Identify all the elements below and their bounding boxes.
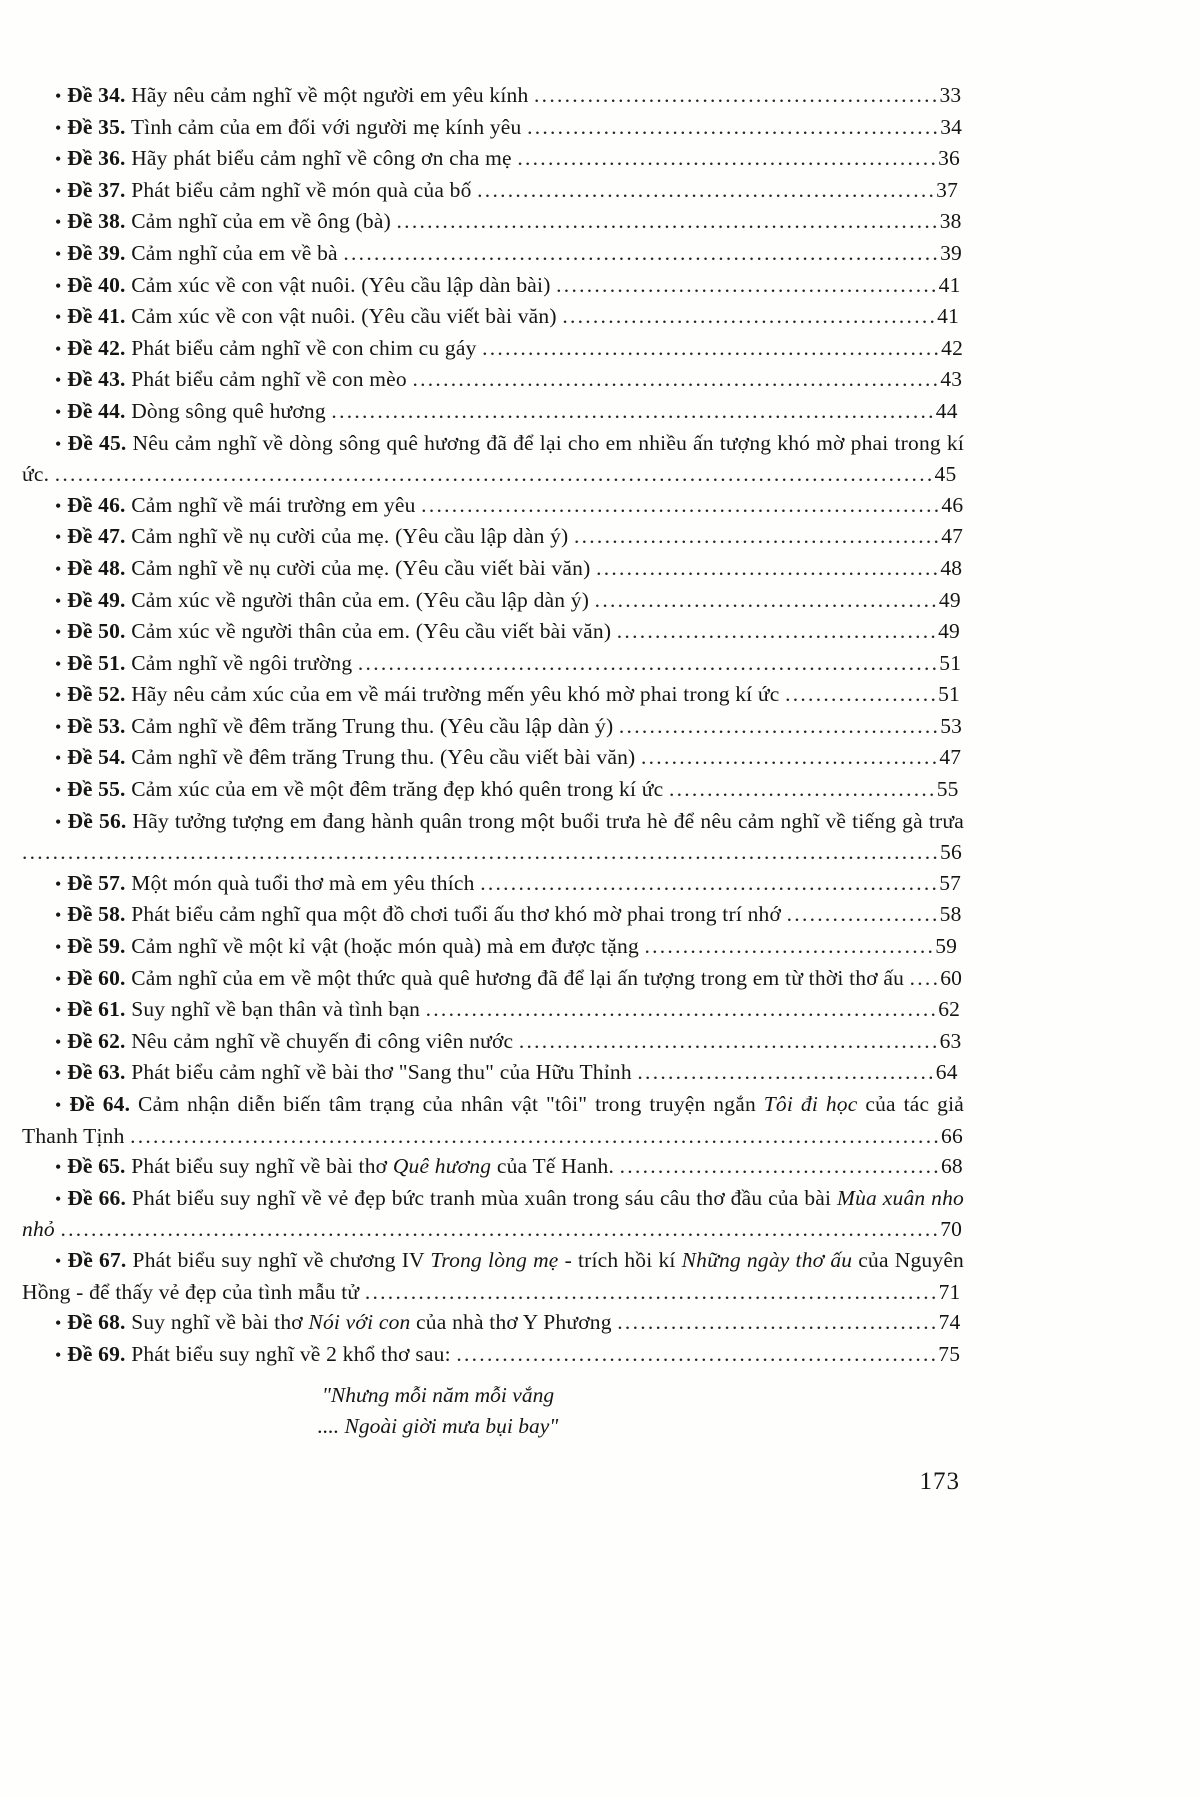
dot-leader: . . . . . . . . . . . . . . . . . . . . . . . . . . . . . . . . . . . . . . . . . . . . . . . . . . . . . . . . . . . .: [480, 870, 940, 895]
dot-leader: . . . . . . . . . . . . . . . . . . . . . . . . . . . . . . . . . . . . . . . . . .: [618, 713, 941, 738]
entry-title-run: Hãy tưởng tượng em đang hành quân trong một buổi trưa hè để nêu cảm nghĩ về tiếng gà trưa: [132, 808, 965, 833]
page-content: [22, 80, 964, 1496]
bullet-icon: •: [55, 937, 62, 958]
entry-label: Đề 61.: [67, 997, 126, 1022]
entry-title: [131, 146, 512, 170]
bullet-icon: •: [55, 558, 62, 579]
toc-entry: [22, 711, 964, 743]
toc-entry: [22, 490, 964, 522]
entry-title: [131, 1154, 614, 1178]
entry-title: [131, 399, 326, 423]
entry-label: Đề 48.: [67, 555, 126, 580]
entry-label: Đề 57.: [67, 870, 126, 895]
entry-label: Đề 39.: [67, 240, 126, 265]
entry-page-number: 64: [935, 1060, 958, 1085]
entry-page-number: 47: [939, 745, 962, 770]
entry-label: Đề 66.: [67, 1185, 127, 1210]
entry-title: [131, 83, 528, 107]
entry-title: [131, 209, 391, 233]
entry-page-number: 48: [940, 555, 963, 580]
entry-title-run: Tình cảm của em đối với người mẹ kính yêu: [130, 114, 522, 139]
dot-leader: . . . . . . . . . . . . . . . . . . . . . . . . . . . . . . . . . . . . . . . . . . . . . . . . . . . . . . . . . . . . . . . . . . . . . . . . . . . . . . .: [331, 398, 936, 423]
dot-leader: . . . . . . . . . . . . . . . . . . . . . . . . . . . . . . . . . . .: [668, 777, 937, 802]
bullet-icon: •: [55, 968, 62, 989]
entry-title-run: Cảm nghĩ về ngôi trường: [131, 650, 353, 675]
dot-leader: . . . . . . . . . . . . . . . . . . . . . . . . . . . . . . . . . . . . . . . . . . . . . . . . .: [562, 304, 938, 329]
entry-title: [131, 241, 338, 265]
entry-page-number: 62: [938, 997, 961, 1022]
entry-title: [131, 367, 407, 391]
entry-title: [131, 777, 663, 801]
dot-leader: . . . . . . . . . . . . . . . . . . . . . . . . . . . . . . . . . . . . . . . . . . . . . . . . . . . . . . .: [518, 1028, 940, 1053]
bullet-icon: •: [55, 1031, 62, 1052]
entry-label: Đề 69.: [67, 1341, 126, 1366]
toc-entry: [22, 1151, 964, 1183]
entry-label: Đề 41.: [67, 304, 126, 329]
bullet-icon: •: [55, 622, 62, 643]
entry-label: Đề 53.: [67, 713, 126, 738]
toc-entry: [22, 648, 964, 680]
entry-title-run: Hãy nêu cảm xúc của em về mái trường mến yêu khó mờ phai trong kí ức: [131, 682, 780, 707]
entry-page-number: 45: [934, 462, 957, 487]
entry-title: [131, 682, 779, 706]
entry-title-run-italic: Những ngày thơ ấu: [681, 1247, 853, 1272]
entry-page-number: 42: [941, 335, 964, 360]
dot-leader: . . . . . . . . . . . . . . . . . . . . . . . . . . . . . . . . . . . . . . . . . . . . . . . . . . . . . . . . . . . .: [482, 335, 942, 360]
entry-title: [131, 714, 613, 738]
bullet-icon: •: [55, 433, 62, 454]
poem-quote: [22, 1380, 964, 1442]
entry-page-number: 49: [938, 619, 960, 644]
entry-page-number: 41: [938, 272, 961, 297]
bullet-icon: •: [55, 780, 62, 801]
toc-entry: [22, 616, 964, 648]
dot-leader: . . . . . . . . . . . . . . . . . . . . . . . . . . . . . . . . . . . . . . . . . . . . . . . . . . . . . . . . . . . . . . . . . . . . . . . . . . . . . . . . . . . . . . . . . . . . . . . . . . . . . . . . . . . . . . . . . . .: [54, 462, 935, 487]
entry-label: Đề 35.: [67, 114, 126, 139]
toc-entry: [22, 206, 964, 238]
entry-label: Đề 58.: [67, 902, 126, 927]
entry-title-run: Một món quà tuổi thơ mà em yêu thích: [131, 870, 475, 895]
dot-leader: . . . . . . . . . . . . . . . . . . . . . . . . . . . . . . . . . . . . . . . . . . . . . . . . . . . . . . . . . . . . . . . . . . . . . . . . . . . . . . . . . . . . . . . . . . . . . . . . . . . . . . . . . . . . . . . . . . .: [60, 1217, 941, 1242]
entry-title-run: Cảm nghĩ về đêm trăng Trung thu. (Yêu cầu viết bài văn): [131, 745, 636, 770]
dot-leader: . . . . . . . . . . . . . . . . . . . . . . . . . . . . . . . . . . . . . . . . . . . . . . . . . . . . . . . . . . . . . . . . . . . . . . . . . . . . . .: [343, 240, 941, 265]
entry-label: Đề 43.: [67, 367, 126, 392]
entry-page-number: 33: [939, 83, 962, 107]
bullet-icon: •: [55, 212, 62, 233]
poem-line-2: .... Ngoài giời mưa bụi bay": [317, 1414, 559, 1439]
entry-label: Đề 46.: [67, 492, 126, 517]
entry-label: Đề 42.: [67, 335, 126, 360]
entry-title: [131, 556, 590, 580]
entry-title: [133, 809, 965, 833]
entry-label: Đề 50.: [67, 619, 126, 644]
toc-entry: [22, 238, 964, 270]
entry-page-number: 55: [936, 777, 959, 802]
entry-title: [131, 1029, 513, 1053]
dot-leader: . . . . . . . . . . . . . . . . . . . . . . . . . . . . . . . . . . . . . . . . . . . . . . . . . . . . . . . . . . . . . . . . . . . . . . . . . . . . . . . . . . . . . . . . . . . . . . . . . . . . . . . . . . . . . . . . . . . . . . . .: [22, 840, 940, 865]
toc-entry: [22, 333, 964, 365]
bullet-icon: •: [55, 117, 62, 138]
entry-title-run: Cảm xúc về người thân của em. (Yêu cầu viết bài văn): [131, 619, 612, 644]
entry-title: [131, 651, 352, 675]
toc-entry: [22, 175, 964, 207]
dot-leader: . . . . . . . . . . . . . . . . . . . . . . . . . . . . . . . . . . . . . . . . . . . . .: [596, 555, 941, 580]
bullet-icon: •: [55, 243, 62, 264]
entry-title-run: Hãy phát biểu cảm nghĩ về công ơn cha mẹ: [131, 146, 512, 171]
entry-title-run: Phát biểu suy nghĩ về bài thơ: [131, 1154, 393, 1179]
toc-entry: [22, 585, 964, 617]
bullet-icon: •: [55, 149, 62, 170]
entry-page-number: 58: [939, 902, 962, 927]
entry-page-number: 41: [937, 304, 960, 329]
entry-label: Đề 56.: [67, 808, 127, 833]
dot-leader: . . . . . . . . . . . . . . . . . . . .: [786, 902, 940, 927]
entry-title: [131, 966, 904, 990]
dot-leader: . . . . . . . . . . . . . . . . . . . . . . . . . . . . . . . . . . . . . . .: [641, 745, 940, 770]
dot-leader: . . . . . . . . . . . . . . . . . . . . . . . . . . . . . . . . . . . . . . . . . . . . . . . .: [573, 524, 942, 549]
entry-page-number: 39: [940, 240, 962, 265]
entry-title-run: Phát biểu cảm nghĩ về con mèo: [131, 367, 407, 392]
entry-label: Đề 59.: [67, 934, 126, 959]
entry-title-run: Cảm xúc về người thân của em. (Yêu cầu lập dàn ý): [131, 587, 590, 612]
dot-leader: . . . . . . . . . . . . . . . . . . . . . . . . . . . . . . . . . . . . . . . . . . . . .: [594, 587, 939, 612]
entry-title-run: Suy nghĩ về bạn thân và tình bạn: [131, 997, 421, 1022]
entry-page-number: 37: [936, 177, 959, 202]
dot-leader: . . . . . . . . . . . . . . . . . . . . . . . . . . . . . . . . . . . . . . . . . . . . . . . . . .: [556, 272, 939, 297]
entry-title: [131, 524, 568, 548]
toc-entry: [22, 364, 964, 396]
bullet-icon: •: [55, 1000, 62, 1021]
entry-label: Đề 40.: [67, 272, 126, 297]
dot-leader: . . . . . . . . . . . . . . . . . . . . . . . . . . . . . . . . . . . . . . . . . . . . . . . . . . . . . . . . . . . . . . . . . . . . . . . . . . . . . . . . . . . . . . . . . . . . . . . . . . . . . . . . . .: [130, 1123, 942, 1148]
entry-title-run: Cảm nghĩ về đêm trăng Trung thu. (Yêu cầu lập dàn ý): [131, 713, 614, 738]
entry-title-run-italic: Tôi đi học: [763, 1092, 858, 1116]
entry-title-run: Phát biểu suy nghĩ về vẻ đẹp bức tranh mùa xuân trong sáu câu thơ đầu của bài: [131, 1185, 837, 1210]
entry-title-run: Cảm xúc về con vật nuôi. (Yêu cầu lập dàn bài): [131, 272, 551, 297]
toc-entry: [22, 742, 964, 774]
toc-entry: [22, 301, 964, 333]
toc-entry: [22, 1057, 964, 1089]
entry-title: [131, 1310, 612, 1334]
entry-page-number: 51: [938, 682, 961, 707]
entry-title-run: Dòng sông quê hương: [131, 398, 326, 423]
entry-title: [131, 493, 415, 517]
dot-leader: . . . . . . . . . . . . . . . . . . . . . . . . . . . . . . . . . . . . . .: [644, 934, 936, 959]
entry-page-number: 57: [939, 870, 962, 895]
entry-title-run-italic: Nói với con: [308, 1310, 411, 1335]
entry-page-number: 47: [941, 524, 964, 549]
bullet-icon: •: [55, 275, 62, 296]
entry-label: Đề 38.: [67, 209, 126, 234]
entry-title-run: Phát biểu suy nghĩ về chương IV: [132, 1247, 431, 1272]
entry-page-number: 34: [940, 114, 963, 139]
toc-entry: [22, 963, 964, 995]
entry-label: Đề 54.: [67, 745, 126, 770]
entry-page-number: 70: [940, 1217, 963, 1242]
entry-label: Đề 44.: [67, 398, 126, 423]
toc-entry: [22, 868, 964, 900]
entry-title: [131, 304, 557, 328]
entry-title-run: Cảm nhận diễn biến tâm trạng của nhân vật "tôi" trong truyện ngắn: [138, 1092, 764, 1116]
entry-label: Đề 64.: [69, 1092, 131, 1116]
dot-leader: . . . .: [909, 965, 941, 990]
entry-title: [131, 1342, 451, 1366]
bullet-icon: •: [55, 370, 62, 391]
entry-label: Đề 68.: [67, 1310, 126, 1335]
toc-list: [22, 80, 964, 1370]
entry-title-run: Cảm nghĩ về nụ cười của mẹ. (Yêu cầu lập dàn ý): [131, 524, 569, 549]
entry-page-number: 71: [938, 1279, 961, 1304]
dot-leader: . . . . . . . . . . . . . . . . . . . . . . . . . . . . . . . . . . . . . . .: [637, 1060, 936, 1085]
entry-title-run: Cảm nghĩ về nụ cười của mẹ. (Yêu cầu viết bài văn): [131, 555, 591, 580]
toc-entry: [22, 994, 964, 1026]
toc-entry: [22, 1339, 964, 1371]
entry-label: Đề 60.: [67, 965, 126, 990]
entry-label: Đề 49.: [67, 587, 126, 612]
entry-title: [131, 934, 639, 958]
entry-page-number: 49: [938, 587, 961, 612]
entry-title-run: - trích hồi kí: [558, 1247, 682, 1272]
entry-title-run-italic: Trong lòng mẹ: [430, 1247, 559, 1272]
toc-entry: [22, 1026, 964, 1058]
entry-title: [131, 745, 635, 769]
dot-leader: . . . . . . . . . . . . . . . . . . . . . . . . . . . . . . . . . . . . . . . . . . . . . . . . . . . . . .: [527, 114, 941, 139]
entry-title-run: của nhà thơ Y Phương: [410, 1310, 612, 1335]
bullet-icon: •: [55, 1188, 62, 1209]
dot-leader: . . . . . . . . . . . . . . . . . . . . . . . . . . . . . . . . . . . . . . . . . . . . . . . . . . . . . . . . . . . . . . . . . . . . . . .: [396, 209, 940, 234]
entry-title-run-italic: Quê hương: [392, 1154, 492, 1179]
bullet-icon: •: [55, 1313, 62, 1334]
entry-title: [131, 273, 550, 297]
toc-entry: [22, 1245, 964, 1307]
toc-entry: [22, 270, 964, 302]
bullet-icon: •: [55, 307, 62, 328]
entry-title-run: Cảm xúc của em về một đêm trăng đẹp khó quên trong kí ức: [131, 777, 664, 802]
entry-title-run: Nêu cảm nghĩ về dòng sông quê hương đã để lại cho em nhiều ấn tượng khó mờ phai trong kí ức.: [22, 430, 964, 487]
toc-entry: [22, 143, 964, 175]
entry-label: Đề 47.: [67, 524, 126, 549]
toc-entry: [22, 1089, 964, 1151]
toc-entry: [22, 1307, 964, 1339]
dot-leader: . . . . . . . . . . . . . . . . . . . . . . . . . . . . . . . . . . . . . . . . . . . . . . . . . . . . . . . . . . . .: [477, 177, 937, 202]
entry-label: Đề 65.: [67, 1154, 126, 1179]
toc-entry: [22, 899, 964, 931]
dot-leader: . . . . . . . . . . . . . . . . . . . . . . . . . . . . . . . . . . . . . . . . . . . . . . . . . . . . . . . . . . . . . . . . . . . . .: [412, 367, 941, 392]
entry-label: Đề 34.: [67, 83, 126, 107]
dot-leader: . . . . . . . . . . . . . . . . . . . . . . . . . . . . . . . . . . . . . . . . . . . . . . . . . . . . . . . . . . . . . . . . . . .: [425, 997, 939, 1022]
bullet-icon: •: [55, 1095, 62, 1115]
entry-title-run: Phát biểu cảm nghĩ về con chim cu gáy: [131, 335, 477, 360]
toc-entry: [22, 931, 964, 963]
bullet-icon: •: [55, 873, 62, 894]
toc-entry: [22, 428, 964, 490]
entry-label: Đề 52.: [67, 682, 126, 707]
entry-title-run: Phát biểu cảm nghĩ về bài thơ "Sang thu" của Hữu Thỉnh: [131, 1060, 632, 1085]
bullet-icon: •: [55, 401, 62, 422]
toc-entry: [22, 806, 964, 868]
bullet-icon: •: [55, 748, 62, 769]
entry-title: [131, 115, 522, 139]
entry-title-run: Phát biểu cảm nghĩ về món quà của bố: [131, 177, 472, 202]
entry-title-run: Cảm nghĩ về một kỉ vật (hoặc món quà) mà em được tặng: [131, 934, 639, 959]
entry-title-run-italic: Mùa xuân nho nhỏ: [22, 1185, 965, 1242]
entry-title-run: Cảm nghĩ của em về bà: [131, 240, 338, 265]
entry-title-run: của Tế Hanh.: [491, 1154, 615, 1179]
dot-leader: . . . . . . . . . . . . . . . . . . . .: [785, 682, 939, 707]
entry-title-run: Cảm nghĩ về mái trường em yêu: [131, 492, 416, 517]
entry-page-number: 51: [939, 650, 962, 675]
entry-title-run: Cảm nghĩ của em về một thức quà quê hương đã để lại ấn tượng trong em từ thời thơ ấu: [131, 965, 905, 990]
bullet-icon: •: [55, 527, 62, 548]
bullet-icon: •: [55, 338, 62, 359]
entry-page-number: 38: [939, 209, 962, 234]
entry-title: [131, 997, 420, 1021]
dot-leader: . . . . . . . . . . . . . . . . . . . . . . . . . . . . . . . . . . . . . . . . . . . . . . . . . . . . . . . . . . . . . . . . . . . .: [421, 492, 942, 517]
entry-page-number: 56: [940, 840, 962, 865]
entry-title-run: Nêu cảm nghĩ về chuyến đi công viên nước: [131, 1028, 514, 1053]
entry-page-number: 36: [938, 146, 961, 171]
entry-title-run: Phát biểu suy nghĩ về 2 khổ thơ sau:: [131, 1341, 451, 1366]
entry-title-run: Cảm xúc về con vật nuôi. (Yêu cầu viết bài văn): [131, 304, 557, 329]
toc-entry: [22, 679, 964, 711]
bullet-icon: •: [55, 685, 62, 706]
entry-page-number: 63: [939, 1028, 962, 1053]
entry-title: [131, 588, 589, 612]
dot-leader: . . . . . . . . . . . . . . . . . . . . . . . . . . . . . . . . . . . . . . . . . . . . . . . . . . . . .: [534, 83, 940, 107]
bullet-icon: •: [55, 590, 62, 611]
entry-label: Đề 67.: [67, 1247, 127, 1272]
toc-entry: [22, 112, 964, 144]
bullet-icon: •: [55, 811, 62, 832]
entry-title-run: Phát biểu cảm nghĩ qua một đồ chơi tuổi ấu thơ khó mờ phai trong trí nhớ: [131, 902, 782, 927]
bullet-icon: •: [55, 86, 62, 106]
entry-label: Đề 55.: [67, 777, 126, 802]
entry-page-number: 59: [935, 934, 958, 959]
dot-leader: . . . . . . . . . . . . . . . . . . . . . . . . . . . . . . . . . . . . . . . . . .: [619, 1154, 941, 1179]
entry-page-number: 43: [940, 367, 963, 392]
entry-title: [131, 619, 611, 643]
bullet-icon: •: [55, 905, 62, 926]
entry-label: Đề 36.: [67, 146, 126, 171]
entry-title-run: Suy nghĩ về bài thơ: [131, 1310, 309, 1335]
dot-leader: . . . . . . . . . . . . . . . . . . . . . . . . . . . . . . . . . . . . . . . . . .: [616, 619, 939, 644]
dot-leader: . . . . . . . . . . . . . . . . . . . . . . . . . . . . . . . . . . . . . . . . . .: [617, 1310, 939, 1335]
entry-page-number: 66: [941, 1123, 963, 1148]
entry-title-run: của Nguyên Hồng - để thấy vẻ đẹp của tình mẫu tử: [22, 1247, 965, 1304]
entry-label: Đề 37.: [67, 177, 126, 202]
entry-label: Đề 62.: [67, 1028, 126, 1053]
toc-entry: [22, 1183, 964, 1245]
dot-leader: . . . . . . . . . . . . . . . . . . . . . . . . . . . . . . . . . . . . . . . . . . . . . . . . . . . . . . .: [517, 146, 939, 171]
entry-title: [131, 871, 474, 895]
entry-page-number: 44: [935, 398, 958, 423]
bullet-icon: •: [55, 653, 62, 674]
entry-label: Đề 63.: [67, 1060, 126, 1085]
toc-entry: [22, 553, 964, 585]
bullet-icon: •: [55, 716, 62, 737]
entry-title-run: Hãy nêu cảm nghĩ về một người em yêu kính: [131, 83, 529, 107]
entry-title: [131, 178, 471, 202]
bullet-icon: •: [55, 180, 62, 201]
entry-title-run: Cảm nghĩ của em về ông (bà): [131, 209, 391, 234]
entry-title: [131, 902, 781, 926]
dot-leader: . . . . . . . . . . . . . . . . . . . . . . . . . . . . . . . . . . . . . . . . . . . . . . . . . . . . . . . . . . . . . . . . . . . . . . . . . . . .: [357, 650, 940, 675]
page-number: 173: [919, 1468, 960, 1496]
toc-entry: [22, 396, 964, 428]
dot-leader: . . . . . . . . . . . . . . . . . . . . . . . . . . . . . . . . . . . . . . . . . . . . . . . . . . . . . . . . . . . . . . .: [456, 1341, 939, 1366]
bullet-icon: •: [55, 1344, 62, 1365]
entry-page-number: 53: [940, 713, 963, 738]
bullet-icon: •: [55, 1250, 62, 1271]
dot-leader: . . . . . . . . . . . . . . . . . . . . . . . . . . . . . . . . . . . . . . . . . . . . . . . . . . . . . . . . . . . . . . . . . . . . . . . . . . .: [364, 1279, 939, 1304]
entry-label: Đề 51.: [67, 650, 126, 675]
toc-entry: [22, 80, 964, 112]
entry-title-run: của tác giả Thanh Tịnh: [22, 1092, 965, 1148]
entry-page-number: 60: [940, 965, 963, 990]
entry-label: Đề 45.: [67, 430, 127, 455]
toc-entry: [22, 521, 964, 553]
entry-title: [131, 336, 476, 360]
bullet-icon: •: [55, 495, 62, 516]
toc-entry: [22, 774, 964, 806]
entry-page-number: 74: [938, 1310, 961, 1335]
bullet-icon: •: [55, 1157, 62, 1178]
entry-page-number: 68: [940, 1154, 963, 1179]
entry-page-number: 75: [938, 1341, 961, 1366]
entry-title: [131, 1060, 632, 1084]
poem-line-1: "Nhưng mỗi năm mỗi vắng: [321, 1383, 555, 1408]
entry-page-number: 46: [941, 492, 964, 517]
bullet-icon: •: [55, 1063, 62, 1084]
